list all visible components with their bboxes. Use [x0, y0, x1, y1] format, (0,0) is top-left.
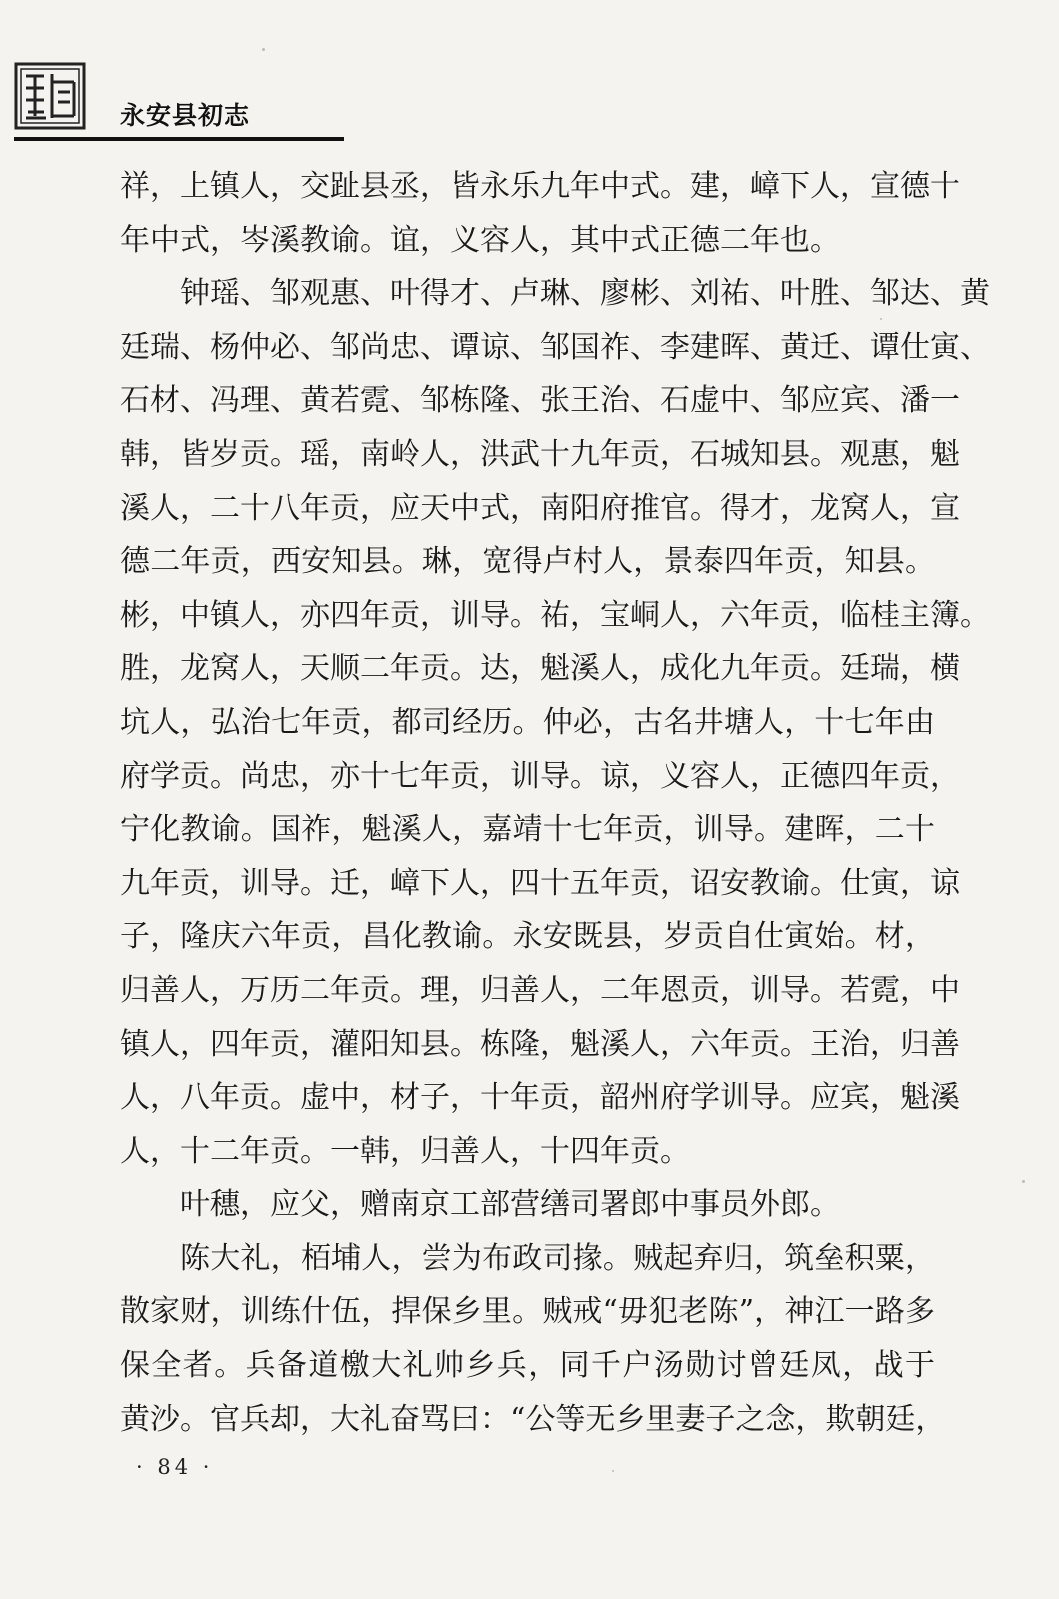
body-text [120, 160, 990, 1446]
text-line: 黄沙。官兵却，大礼奋骂曰：“公等无乡里妻子之念，欺朝廷， [120, 1401, 946, 1437]
text-line: 祥，上镇人，交趾县丞，皆永乐九年中式。建，嶂下人，宣德十 [120, 169, 960, 204]
text-line: 保全者。兵备道檄大礼帅乡兵，同千户汤勋讨曾廷凤，战于 [120, 1348, 935, 1384]
text-line: 宁化教谕。国祚，魁溪人，嘉靖十七年贡，训导。建晖，二十 [120, 812, 935, 848]
scan-speck [1022, 1180, 1025, 1183]
scan-speck [880, 318, 882, 320]
text-line: 彬，中镇人，亦四年贡，训导。祐，宝峒人，六年贡，临桂主簿。 [120, 597, 990, 633]
text-line: 胜，龙窝人，天顺二年贡。达，魁溪人，成化九年贡。廷瑞，横 [120, 651, 960, 687]
paragraph-start-line: 叶穗，应父，赠南京工部营缮司署郎中事员外郎。 [180, 1187, 840, 1223]
book-title: 永安县初志 [120, 101, 251, 130]
scan-speck [262, 48, 265, 51]
text-line: 镇人，四年贡，灌阳知县。栋隆，魁溪人，六年贡。王治，归善 [120, 1026, 960, 1062]
text-line: 散家财，训练什伍，捍保乡里。贼戒“毋犯老陈”，神江一路多 [120, 1294, 935, 1330]
seal-logo-icon [14, 62, 86, 130]
text-line: 归善人，万历二年贡。理，归善人，二年恩贡，训导。若霓，中 [120, 972, 960, 1008]
text-line: 韩，皆岁贡。瑶，南岭人，洪武十九年贡，石城知县。观惠，魁 [120, 436, 960, 472]
scan-speck [612, 1470, 614, 1472]
text-line: 坑人，弘治七年贡，都司经历。仲必，古名井塘人，十七年由 [120, 704, 935, 740]
text-line: 府学贡。尚忠，亦十七年贡，训导。谅，义容人，正德四年贡， [120, 758, 960, 794]
text-line: 年中式，岑溪教谕。谊，义容人，其中式正德二年也。 [120, 222, 840, 258]
text-line: 石材、冯理、黄若霓、邹栋隆、张王治、石虚中、邹应宾、潘一 [120, 383, 960, 419]
text-line: 子，隆庆六年贡，昌化教谕。永安既县，岁贡自仕寅始。材， [120, 919, 935, 955]
header-divider [14, 137, 344, 141]
text-line: 溪人，二十八年贡，应天中式，南阳府推官。得才，龙窝人，宣 [120, 490, 960, 526]
text-line: 德二年贡，西安知县。琳，宽得卢村人，景泰四年贡，知县。 [120, 544, 935, 580]
text-line: 廷瑞、杨仲必、邹尚忠、谭谅、邹国祚、李建晖、黄迁、谭仕寅、 [120, 329, 990, 365]
paragraph-start-line: 陈大礼，栢埔人，尝为布政司掾。贼起弃归，筑垒积粟， [180, 1240, 935, 1276]
text-line: 人，八年贡。虚中，材子，十年贡，韶州府学训导。应宾，魁溪 [120, 1080, 960, 1116]
page-number: · 84 · [136, 1455, 214, 1479]
text-line: 人，十二年贡。一韩，归善人，十四年贡。 [120, 1133, 690, 1169]
text-line: 九年贡，训导。迁，嶂下人，四十五年贡，诏安教谕。仕寅，谅 [120, 865, 960, 901]
paragraph-start-line: 钟瑶、邹观惠、叶得才、卢琳、廖彬、刘祐、叶胜、邹达、黄 [180, 276, 990, 312]
